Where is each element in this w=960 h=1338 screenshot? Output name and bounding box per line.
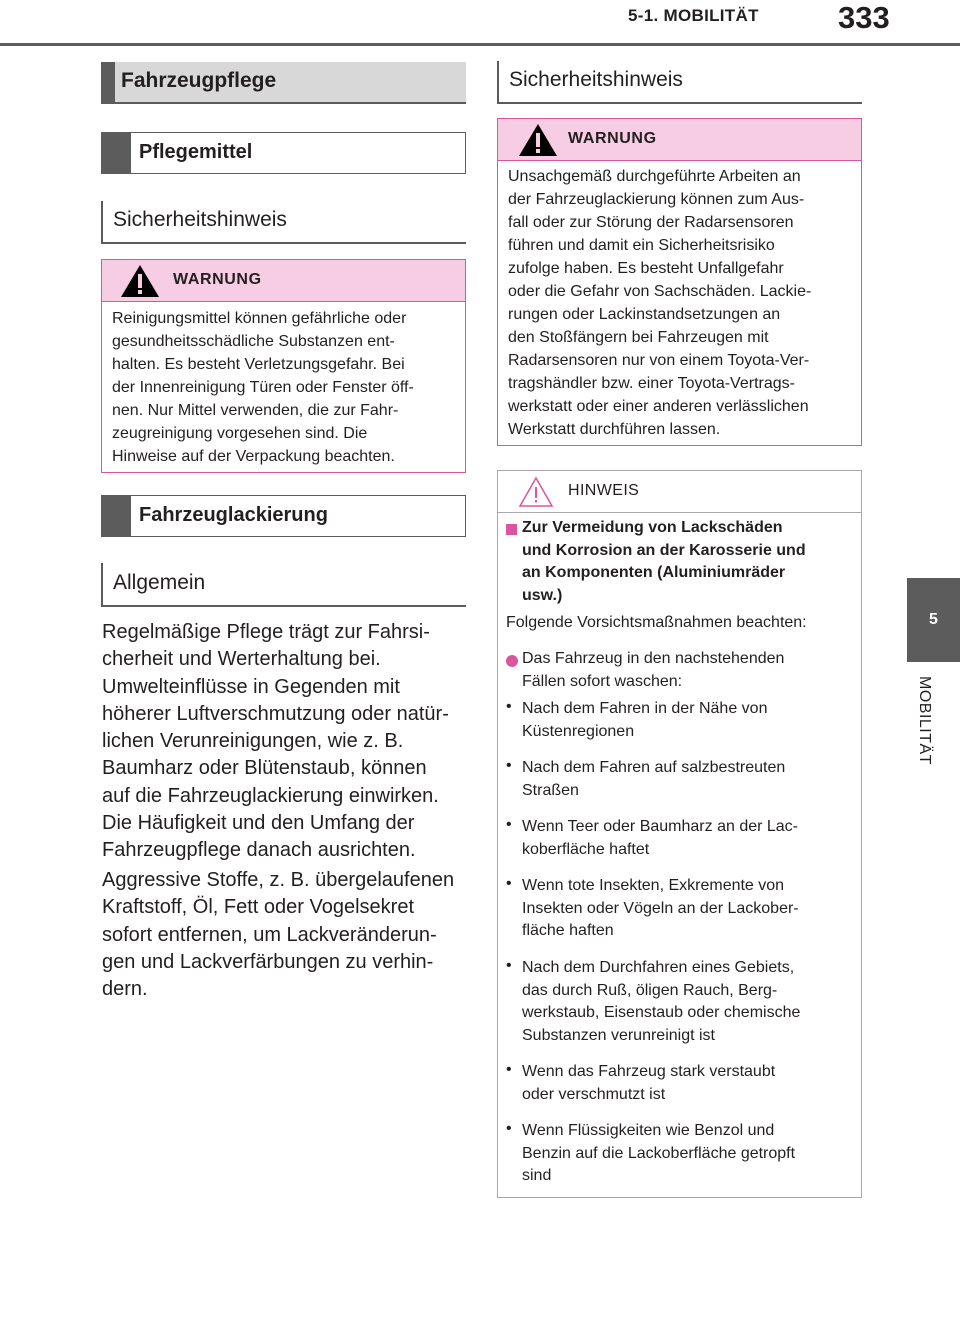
paragraph-line: sofort entfernen, um Lackveränderun- bbox=[102, 923, 437, 946]
paragraph-line: dern. bbox=[102, 978, 148, 1001]
header-rule bbox=[0, 43, 960, 46]
note-line: sind bbox=[522, 1167, 552, 1184]
note-heading-line: Zur Vermeidung von Lackschäden bbox=[522, 519, 783, 536]
bullet-dot-icon: • bbox=[506, 875, 512, 892]
bullet-dot-icon: • bbox=[506, 757, 512, 774]
paragraph-line: Baumharz oder Blütenstaub, können bbox=[102, 757, 427, 780]
paragraph-regular-care bbox=[102, 619, 449, 865]
bullet-dot-icon: • bbox=[506, 1061, 512, 1078]
paragraph-line: Fahrzeugpflege danach ausrichten. bbox=[102, 839, 416, 862]
note-line: Nach dem Fahren auf salzbestreuten bbox=[522, 759, 786, 776]
chapter-tab: 5 bbox=[907, 578, 960, 662]
note-line: Wenn Flüssigkeiten wie Benzol und bbox=[522, 1122, 775, 1139]
note-line: Wenn das Fahrzeug stark verstaubt bbox=[522, 1063, 776, 1080]
warning-triangle-icon bbox=[120, 264, 160, 298]
warning-line: den Stoßfängern bei Fahrzeugen mit bbox=[508, 329, 769, 346]
note-line: Nach dem Durchfahren eines Gebiets, bbox=[522, 959, 795, 976]
heading-care-products: Pflegemittel bbox=[101, 132, 466, 174]
warning-text bbox=[498, 161, 861, 441]
note-line: Wenn Teer oder Baumharz an der Lac- bbox=[522, 818, 799, 835]
heading-vehicle-paint: Fahrzeuglackierung bbox=[101, 495, 466, 537]
paragraph-line: Kraftstoff, Öl, Fett oder Vogelsekret bbox=[102, 896, 415, 919]
note-line: Straßen bbox=[522, 781, 579, 799]
note-line: Wenn tote Insekten, Exkremente von bbox=[522, 877, 785, 894]
warning-line: nen. Nur Mittel verwenden, die zur Fahr- bbox=[112, 402, 399, 419]
heading-safety-left: Sicherheitshinweis bbox=[101, 201, 466, 244]
warning-line: Hinweise auf der Verpackung beachten. bbox=[112, 448, 395, 465]
list-item bbox=[522, 957, 800, 1047]
square-bullet-icon bbox=[506, 524, 517, 535]
warning-line: werkstatt oder einer anderen verlässlichen bbox=[508, 398, 809, 415]
warning-line: Werkstatt durchführen lassen. bbox=[508, 421, 721, 438]
note-line: koberfläche haftet bbox=[522, 840, 650, 858]
note-box-paint bbox=[497, 470, 862, 1198]
circle-bullet-icon bbox=[506, 655, 518, 667]
warning-line: tragshändler bzw. einer Toyota-Vertrags- bbox=[508, 375, 795, 392]
paragraph-line: gen und Lackverfärbungen zu verhin- bbox=[102, 950, 434, 973]
note-line: Insekten oder Vögeln an der Lackober- bbox=[522, 899, 799, 917]
list-item bbox=[522, 1061, 775, 1106]
warning-line: Unsachgemäß durchgeführte Arbeiten an bbox=[508, 168, 801, 185]
note-line: Substanzen verunreinigt ist bbox=[522, 1026, 715, 1044]
warning-line: fall oder zur Störung der Radarsensoren bbox=[508, 214, 794, 231]
chapter-side-label bbox=[913, 676, 937, 786]
paragraph-line: auf die Fahrzeuglackierung einwirken. bbox=[102, 784, 439, 807]
warning-title: WARNUNG bbox=[173, 271, 262, 288]
list-item bbox=[522, 757, 785, 802]
list-item bbox=[522, 875, 799, 943]
note-heading-line: usw.) bbox=[522, 586, 563, 604]
note-line: das durch Ruß, öligen Rauch, Berg- bbox=[522, 981, 778, 999]
chapter-side-label-text: MOBILITÄT bbox=[916, 676, 933, 765]
note-heading-line: und Korrosion an der Karosserie und bbox=[522, 541, 806, 559]
note-line: Fällen sofort waschen: bbox=[522, 672, 683, 690]
bullet-dot-icon: • bbox=[506, 957, 512, 974]
warning-line: zeugreinigung vorgesehen sind. Die bbox=[112, 425, 368, 442]
warning-header bbox=[102, 260, 465, 302]
heading-vehicle-care: Fahrzeugpflege bbox=[101, 62, 466, 104]
note-line: fläche haften bbox=[522, 922, 614, 939]
paragraph-line: Umwelteinflüsse in Gegenden mit bbox=[102, 675, 400, 698]
note-heading bbox=[522, 517, 806, 607]
warning-text bbox=[102, 302, 465, 468]
warning-line: halten. Es besteht Verletzungsgefahr. Bei bbox=[112, 356, 405, 373]
bullet-dot-icon: • bbox=[506, 698, 512, 715]
paragraph-line: cherheit und Werterhaltung bei. bbox=[102, 648, 381, 671]
list-item bbox=[522, 1120, 795, 1188]
paragraph-line: Aggressive Stoffe, z. B. übergelaufenen bbox=[102, 869, 455, 891]
note-line: Das Fahrzeug in den nachstehenden bbox=[522, 650, 785, 667]
warning-line: der Fahrzeuglackierung können zum Aus- bbox=[508, 191, 805, 208]
warning-line: rungen oder Lackinstandsetzungen an bbox=[508, 306, 781, 323]
warning-title: WARNUNG bbox=[568, 130, 657, 147]
note-line: Nach dem Fahren in der Nähe von bbox=[522, 700, 768, 717]
warning-line: der Innenreinigung Türen oder Fenster öff- bbox=[112, 379, 414, 396]
note-intro: Folgende Vorsichtsmaßnahmen beachten: bbox=[506, 614, 807, 631]
warning-triangle-icon bbox=[518, 123, 558, 157]
note-title: HINWEIS bbox=[568, 482, 640, 499]
note-header bbox=[498, 471, 861, 513]
warning-line: Radarsensoren nur von einem Toyota-Ver- bbox=[508, 352, 810, 369]
warning-line: Reinigungsmittel können gefährliche oder bbox=[112, 310, 407, 327]
warning-box-cleaning bbox=[101, 259, 466, 473]
note-heading-line: an Komponenten (Aluminiumräder bbox=[522, 564, 786, 581]
note-circle-item bbox=[522, 648, 784, 693]
paragraph-line: höherer Luftverschmutzung oder natür- bbox=[102, 702, 449, 725]
bullet-dot-icon: • bbox=[506, 816, 512, 833]
page-number: 333 bbox=[838, 0, 890, 35]
warning-box-radar bbox=[497, 118, 862, 446]
paragraph-line: lichen Verunreinigungen, wie z. B. bbox=[102, 730, 404, 753]
section-title: 5-1. MOBILITÄT bbox=[628, 6, 759, 25]
caution-outline-triangle-icon bbox=[518, 476, 554, 508]
heading-safety-right: Sicherheitshinweis bbox=[497, 61, 862, 104]
warning-header bbox=[498, 119, 861, 161]
note-line: oder verschmutzt ist bbox=[522, 1085, 666, 1103]
note-line: Küstenregionen bbox=[522, 722, 635, 740]
warning-line: gesundheitsschädliche Substanzen ent- bbox=[112, 333, 395, 350]
warning-line: zufolge haben. Es besteht Unfallgefahr bbox=[508, 260, 784, 277]
paragraph-line: Die Häufigkeit und den Umfang der bbox=[102, 812, 415, 835]
list-item bbox=[522, 816, 798, 861]
note-line: werkstaub, Eisenstaub oder chemische bbox=[522, 1004, 801, 1021]
warning-line: oder die Gefahr von Sachschäden. Lackie- bbox=[508, 283, 812, 300]
paragraph-line: Regelmäßige Pflege trägt zur Fahrsi- bbox=[102, 621, 430, 643]
paragraph-aggressive-substances bbox=[102, 867, 454, 1003]
bullet-dot-icon: • bbox=[506, 1120, 512, 1137]
heading-general: Allgemein bbox=[101, 563, 466, 607]
warning-line: führen und damit ein Sicherheitsrisiko bbox=[508, 237, 775, 254]
list-item bbox=[522, 698, 767, 743]
note-line: Benzin auf die Lackoberfläche getropft bbox=[522, 1144, 796, 1162]
